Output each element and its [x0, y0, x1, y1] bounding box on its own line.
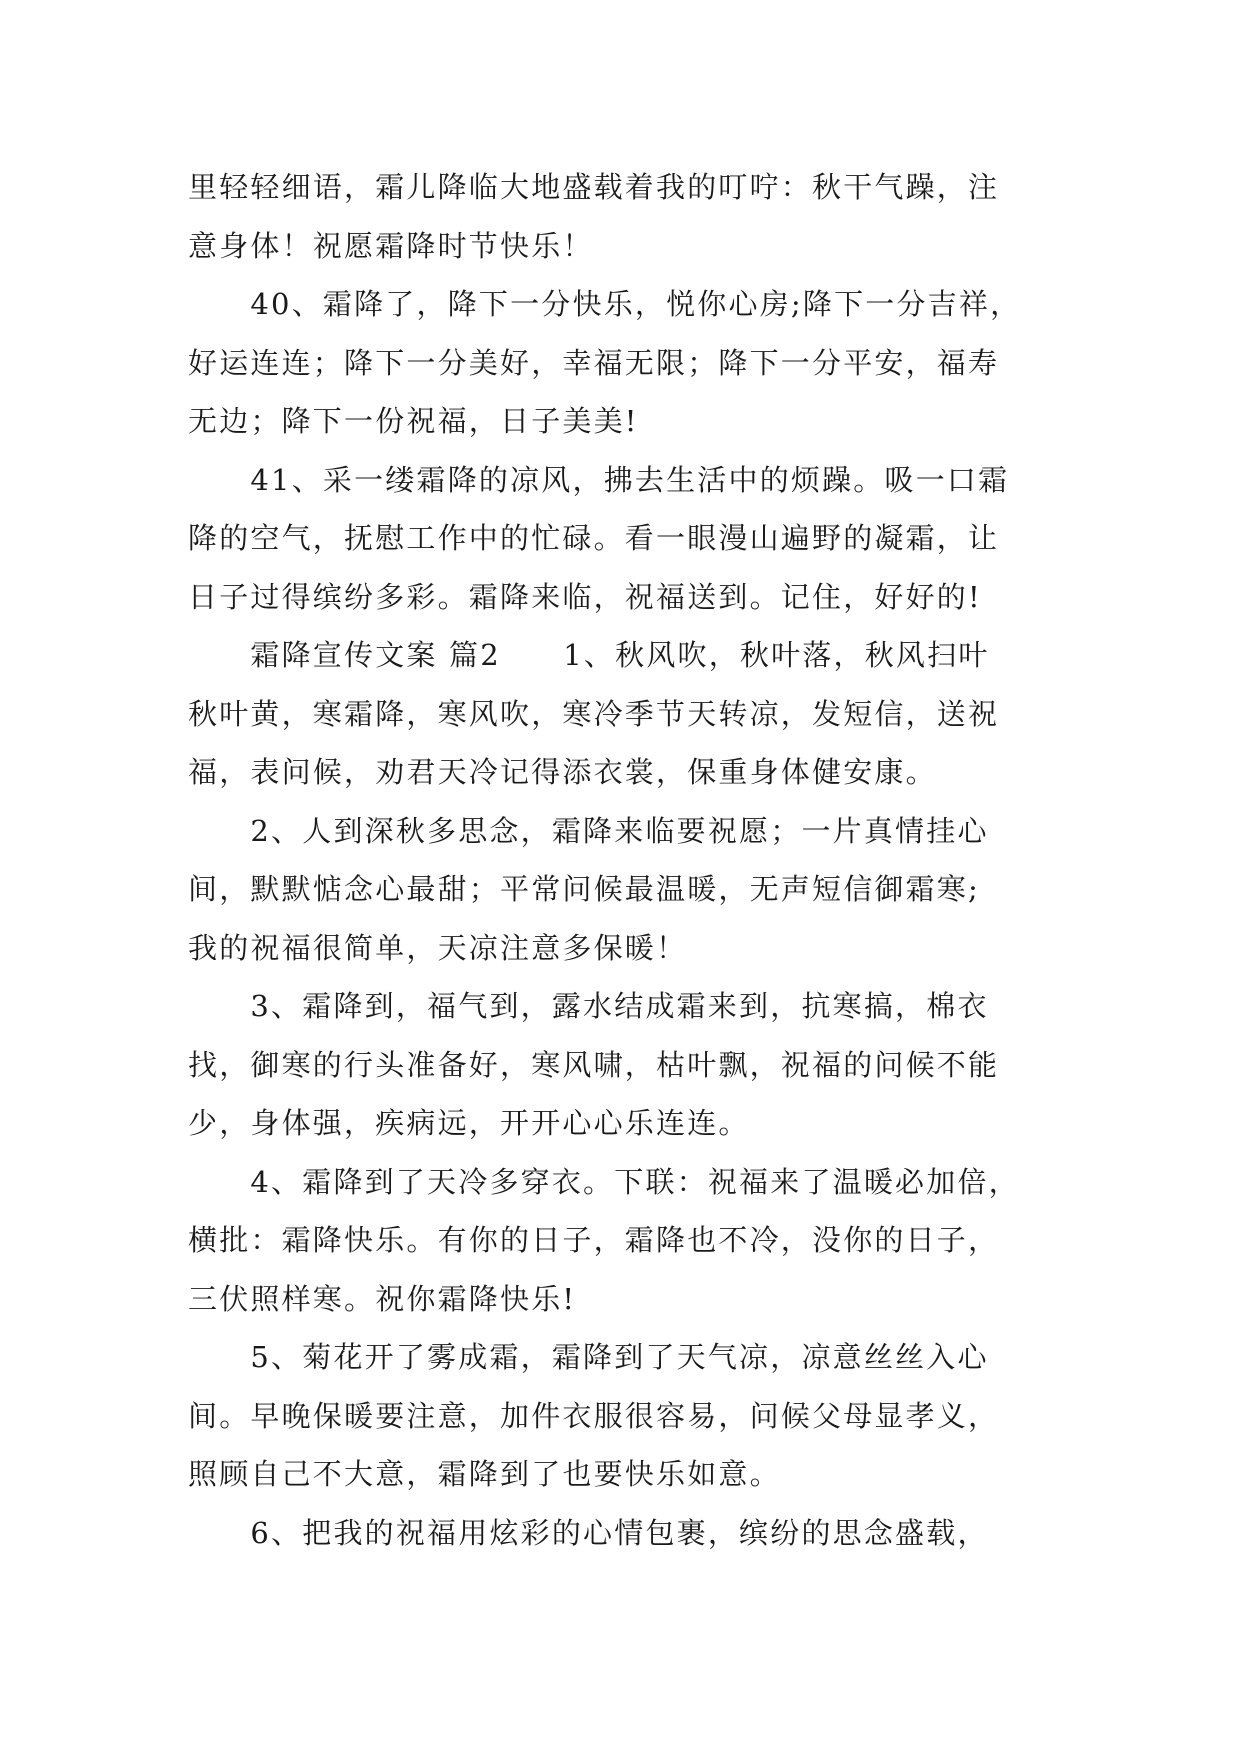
text-line: 4、霜降到了天冷多穿衣。下联：祝福来了温暖必加倍， — [188, 1164, 1020, 1199]
text-line: 间。早晚保暖要注意，加件衣服很容易，问候父母显孝义， — [188, 1398, 1000, 1433]
text-line: 2、人到深秋多思念，霜降来临要祝愿；一片真情挂心 — [188, 813, 989, 848]
text-line: 好运连连；降下一分美好，幸福无限；降下一分平安，福寿 — [188, 345, 1000, 380]
text-line: 三伏照样寒。祝你霜降快乐! — [188, 1281, 577, 1316]
text-line: 间，默默惦念心最甜；平常问候最温暖，无声短信御霜寒; — [188, 872, 980, 906]
text-line: 我的祝福很简单，天凉注意多保暖！ — [188, 930, 688, 965]
text-line: 找，御寒的行头准备好，寒风啸，枯叶飘，祝福的问候不能 — [188, 1047, 1000, 1082]
body-text — [188, 158, 1088, 1562]
text-line: 霜降宣传文案 篇2 1、秋风吹，秋叶落，秋风扫叶 — [188, 638, 990, 672]
text-line: 6、把我的祝福用炫彩的心情包裹，缤纷的思念盛载， — [188, 1515, 989, 1550]
text-line: 里轻轻细语，霜儿降临大地盛载着我的叮咛：秋干气躁，注 — [188, 170, 1000, 204]
text-line: 3、霜降到，福气到，露水结成霜来到，抗寒搞，棉衣 — [188, 989, 989, 1023]
text-line: 40、霜降了，降下一分快乐，悦你心房;降下一分吉祥， — [188, 287, 1022, 321]
text-line: 41、采一缕霜降的凉风，拂去生活中的烦躁。吸一口霜 — [188, 462, 1010, 497]
text-line: 秋叶黄，寒霜降，寒风吹，寒冷季节天转凉，发短信，送祝 — [188, 696, 1000, 731]
text-line: 无边；降下一份祝福，日子美美! — [188, 404, 639, 438]
text-line: 降的空气，抚慰工作中的忙碌。看一眼漫山遍野的凝霜，让 — [188, 521, 1000, 555]
text-line: 照顾自己不大意，霜降到了也要快乐如意。 — [188, 1457, 781, 1491]
text-line: 横批：霜降快乐。有你的日子，霜降也不冷，没你的日子， — [188, 1223, 1000, 1257]
text-line: 少，身体强，疾病远，开开心心乐连连。 — [188, 1106, 750, 1140]
text-line: 5、菊花开了雾成霜，霜降到了天气凉，凉意丝丝入心 — [188, 1340, 989, 1374]
text-line: 意身体！祝愿霜降时节快乐！ — [188, 228, 594, 263]
text-line: 日子过得缤纷多彩。霜降来临，祝福送到。记住，好好的! — [188, 579, 982, 614]
text-line: 福，表问候，劝君天冷记得添衣裳，保重身体健安康。 — [188, 755, 937, 789]
